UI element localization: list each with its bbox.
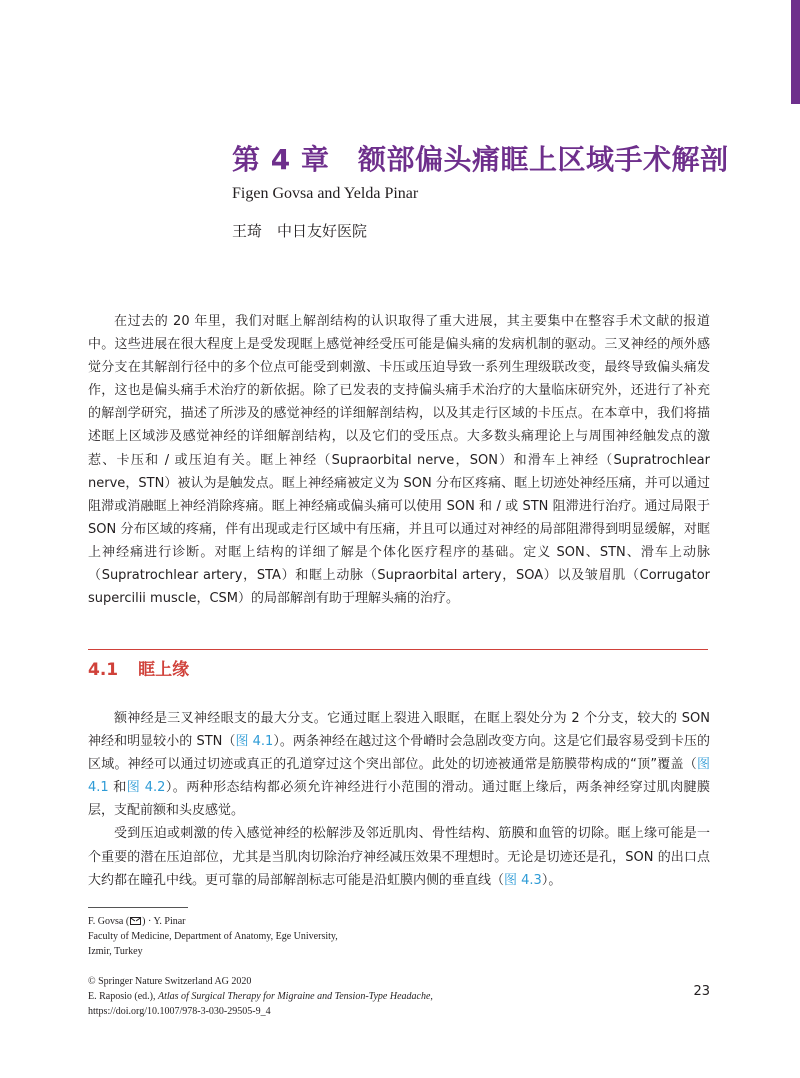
section-title: 眶上缘 — [138, 660, 190, 680]
chapter-title: 第 4 章 额部偏头痛眶上区域手术解剖 — [232, 143, 729, 176]
section-paragraph-1 — [88, 707, 710, 822]
footnote-authors — [88, 914, 588, 929]
text-run: ）。两条神经在越过这个骨嵴时会急剧改变方向。这是它们最容易受到卡压的区域。神经可以通过切迹或真正的孔道穿过这个突出部位。此处的切迹被通常是筋膜带构成的“顶”覆盖（ — [88, 734, 710, 773]
copyright-line: © Springer Nature Switzerland AG 2020 — [88, 976, 252, 987]
section-number: 4.1 — [88, 660, 119, 680]
section-body — [88, 707, 710, 892]
section-divider — [88, 649, 708, 650]
chapter-side-bar — [791, 0, 800, 104]
authors-english: Figen Govsa and Yelda Pinar — [232, 185, 419, 202]
envelope-icon[interactable] — [130, 917, 141, 925]
text-run: ）。两种形态结构都必须允许神经进行小范围的滑动。通过眶上缘后，两条神经穿过肌肉腱膜层，支配前额和头皮感觉。 — [88, 780, 710, 819]
text-run: ) · Y. Pinar — [142, 916, 186, 927]
text-run: 额神经是三叉神经眼支的最大分支。它通过眶上裂进入眼眶，在眶上裂处分为 2 个分支，较大的 SON 神经和明显较小的 STN（ — [88, 711, 710, 750]
figure-link-4-3[interactable]: 图 4.3 — [504, 872, 542, 888]
footnote-location: Izmir, Turkey — [88, 946, 143, 957]
text-run: E. Raposio (ed.), — [88, 991, 158, 1002]
footnote-affiliation: Faculty of Medicine, Department of Anatomy, Ege University, — [88, 931, 338, 942]
section-heading — [88, 655, 189, 680]
spacer — [88, 959, 588, 974]
page-number: 23 — [693, 984, 710, 999]
text-run: 受到压迫或刺激的传入感觉神经的松解涉及邻近肌肉、骨性结构、筋膜和血管的切除。眶上缘可能是一个重要的潜在压迫部位，尤其是当肌肉切除治疗神经减压效果不理想时。无论是切迹还是孔，SON 的出口点大约都在瞳孔中线。更可靠的局部解剖标志可能是沿虹膜内侧的垂直线（ — [88, 826, 710, 888]
section-paragraph-2 — [88, 822, 710, 891]
figure-link-4-2[interactable]: 图 4.2 — [126, 780, 166, 796]
footnotes — [88, 914, 588, 1019]
text-run: , — [430, 991, 433, 1002]
citation-line — [88, 989, 588, 1004]
translator-chinese: 王琦 中日友好医院 — [232, 222, 368, 240]
book-title: Atlas of Surgical Therapy for Migraine and Tension-Type Headache — [158, 991, 431, 1002]
intro-section — [88, 310, 710, 610]
text-run: ）。 — [541, 872, 562, 888]
footnote-divider — [88, 907, 188, 908]
figure-link-4-1[interactable]: 图 4.1 — [88, 757, 710, 796]
intro-paragraph: 在过去的 20 年里，我们对眶上解剖结构的认识取得了重大进展，其主要集中在整容手术文献的报道中。这些进展在很大程度上是受发现眶上感觉神经受压可能是偏头痛的发病机制的驱动。三叉神经的颅外感觉分支在其解剖行径中的多个位点可能受到刺激、卡压或压迫导致一系列生理级联改变，最终导致偏头痛发作，这也是偏头痛手术治疗的新依据。除了已发表的支持偏头痛手术治疗的大量临床研究外，还进行了补充的解剖学研究，描述了所涉及的感觉神经的详细解剖结构，以及其走行区域的卡压点。在本章中，我们将描述眶上区域涉及感觉神经的详细解剖结构，以及它们的受压点。大多数头痛理论上与周围神经触发点的激惹、卡压和 / 或压迫有关。眶上神经（Supraorbital nerve，SON）和滑车上神经（Supratrochlear nerve，STN）被认为是触发点。眶上神经痛被定义为 SON 分布区疼痛、眶上切迹处神经压痛，并可以通过阻滞或消融眶上神经消除疼痛。眶上神经痛或偏头痛可以使用 SON 和 / 或 STN 阻滞进行治疗。通过局限于 SON 分布区域的疼痛，伴有出现或走行区域中有压痛，并且可以通过对神经的局部阻滞得到明显缓解，对眶上神经痛进行诊断。对眶上结构的详细了解是个体化医疗程序的基础。定义 SON、STN、滑车上动脉（Supratrochlear artery，STA）和眶上动脉（Supraorbital artery，SOA）以及皱眉肌（Corrugator supercilii muscle，CSM）的局部解剖有助于理解头痛的治疗。 — [88, 314, 710, 607]
doi-link[interactable]: https://doi.org/10.1007/978-3-030-29505-9_4 — [88, 1006, 271, 1017]
text-run: 和 — [108, 780, 127, 796]
text-run: F. Govsa ( — [88, 916, 130, 927]
figure-link-4-1[interactable]: 图 4.1 — [235, 734, 274, 750]
